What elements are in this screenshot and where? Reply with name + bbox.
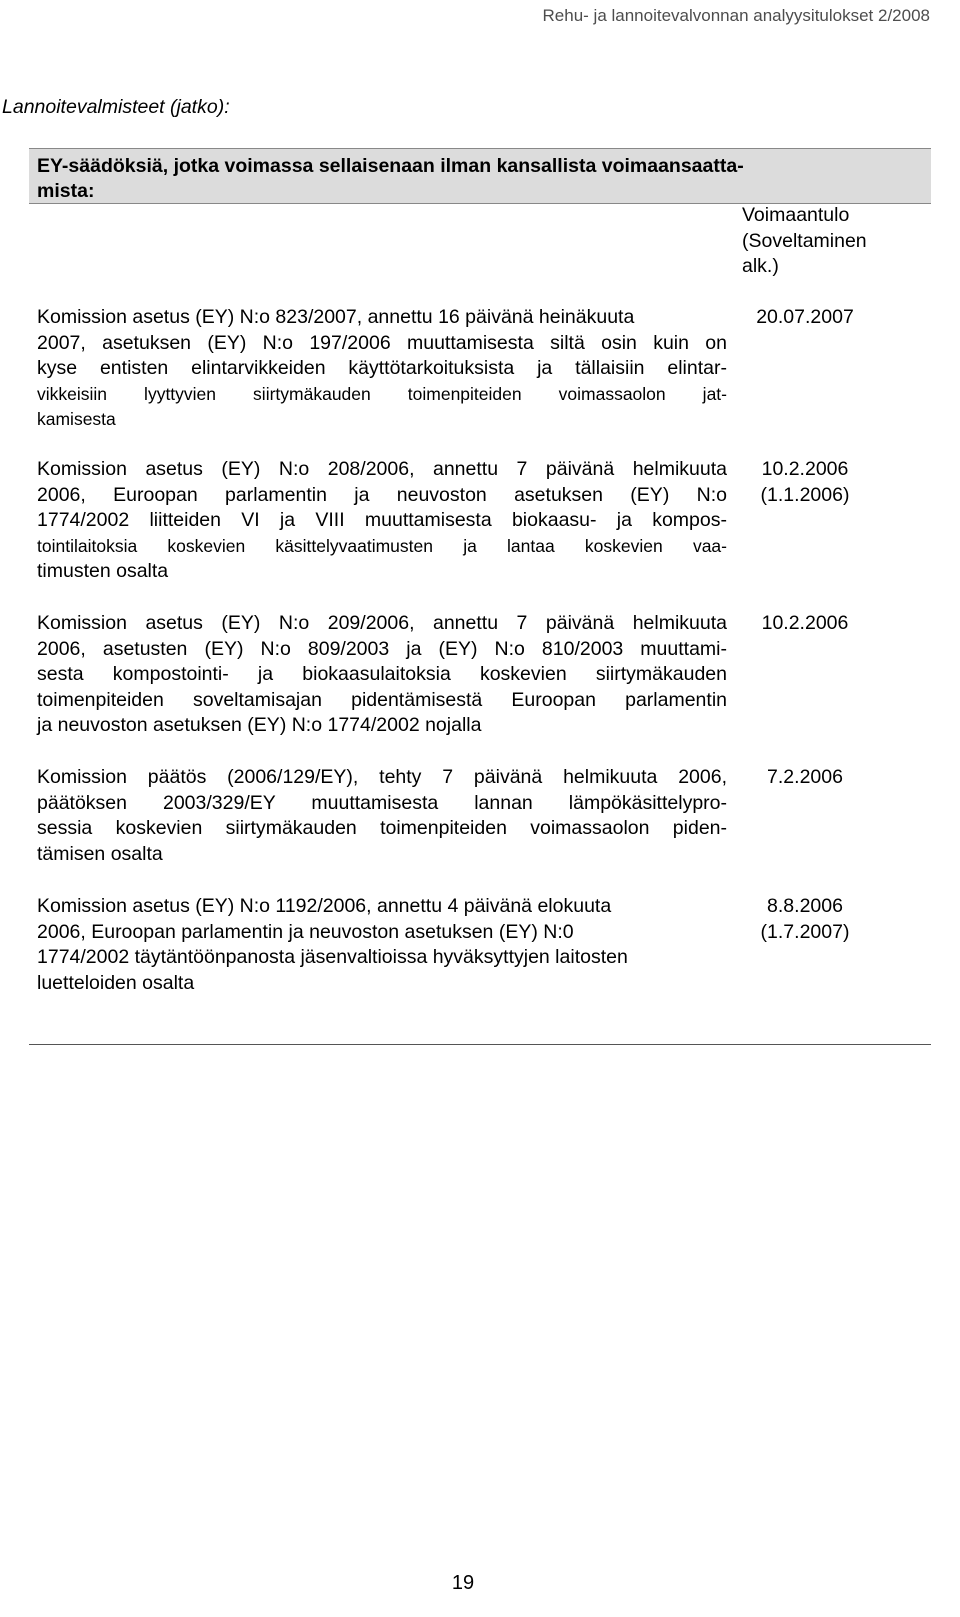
entry-line: Komission päätös (2006/129/EY), tehty 7 päivänä helmikuuta 2006,: [37, 766, 727, 788]
entry-date: 10.2.2006 (1.1.2006): [760, 458, 850, 506]
table-bottom-rule: [29, 1044, 931, 1045]
entry-date: 7.2.2006: [767, 766, 843, 788]
entry-line: tointilaitoksia koskevien käsittelyvaatimusten ja lantaa koskevien vaa-: [37, 535, 727, 556]
entry-line: Komission asetus (EY) N:o 209/2006, annettu 7 päivänä helmikuuta: [37, 612, 727, 634]
entry-line: Komission asetus (EY) N:o 823/2007, annettu 16 päivänä heinäkuuta: [37, 306, 635, 328]
regulation-entry: [37, 457, 727, 585]
regulation-entry: [37, 894, 727, 996]
entry-line: sessia koskevien siirtymäkauden toimenpiteiden voimassaolon piden-: [37, 817, 727, 839]
section-title: Lannoitevalmisteet (jatko):: [2, 96, 230, 118]
entry-line: tämisen osalta: [37, 842, 163, 865]
entry-date: 10.2.2006: [761, 612, 849, 634]
entry-line: 2007, asetuksen (EY) N:o 197/2006 muuttamisesta siltä osin kuin on: [37, 331, 727, 354]
entry-line: kyse entisten elintarvikkeiden käyttötarkoituksista ja tällaisiin elintar-: [37, 357, 727, 379]
entry-line: 1774/2002 täytäntöönpanosta jäsenvaltioissa hyväksyttyjen laitosten: [37, 946, 628, 968]
entry-line: ja neuvoston asetuksen (EY) N:o 1774/2002 nojalla: [37, 714, 482, 736]
running-header: Rehu- ja lannoitevalvonnan analyysitulokset 2/2008: [542, 6, 930, 25]
entry-line: 1774/2002 liitteiden VI ja VIII muuttamisesta biokaasu- ja kompos-: [37, 509, 727, 531]
entry-line: Komission asetus (EY) N:o 1192/2006, annettu 4 päivänä elokuuta: [37, 895, 612, 917]
page-number: 19: [451, 1572, 475, 1594]
entry-line: timusten osalta: [37, 560, 169, 582]
regulation-entry: [37, 305, 727, 433]
entry-date: 20.07.2007: [756, 306, 854, 328]
entry-line: 2006, asetusten (EY) N:o 809/2003 ja (EY) N:o 810/2003 muuttami-: [37, 637, 727, 660]
regulation-entry: [37, 765, 727, 867]
entry-line: toimenpiteiden soveltamisajan pidentämisestä Euroopan parlamentin: [37, 688, 727, 711]
entry-line: päätöksen 2003/329/EY muuttamisesta lannan lämpökäsittelypro-: [37, 791, 727, 814]
table-header-text: EY-säädöksiä, jotka voimassa sellaisenaan ilman kansallista voimaansaatta- mista:: [37, 155, 744, 202]
entry-line: Komission asetus (EY) N:o 208/2006, annettu 7 päivänä helmikuuta: [37, 458, 727, 480]
entry-line: 2006, Euroopan parlamentin ja neuvoston asetuksen (EY) N:0: [37, 920, 574, 943]
date-column-heading: Voimaantulo (Soveltaminen alk.): [742, 204, 867, 277]
table-header: [29, 148, 931, 204]
entry-line: 2006, Euroopan parlamentin ja neuvoston asetuksen (EY) N:o: [37, 483, 727, 506]
entry-date: 8.8.2006 (1.7.2007): [760, 895, 850, 943]
entry-line: luetteloiden osalta: [37, 971, 195, 994]
entry-line: sesta kompostointi- ja biokaasulaitoksia koskevien siirtymäkauden: [37, 663, 727, 685]
entry-line: kamisesta: [37, 409, 116, 429]
regulation-entry: [37, 611, 727, 739]
entry-line: vikkeisiin lyyttyvien siirtymäkauden toimenpiteiden voimassaolon jat-: [37, 383, 727, 404]
